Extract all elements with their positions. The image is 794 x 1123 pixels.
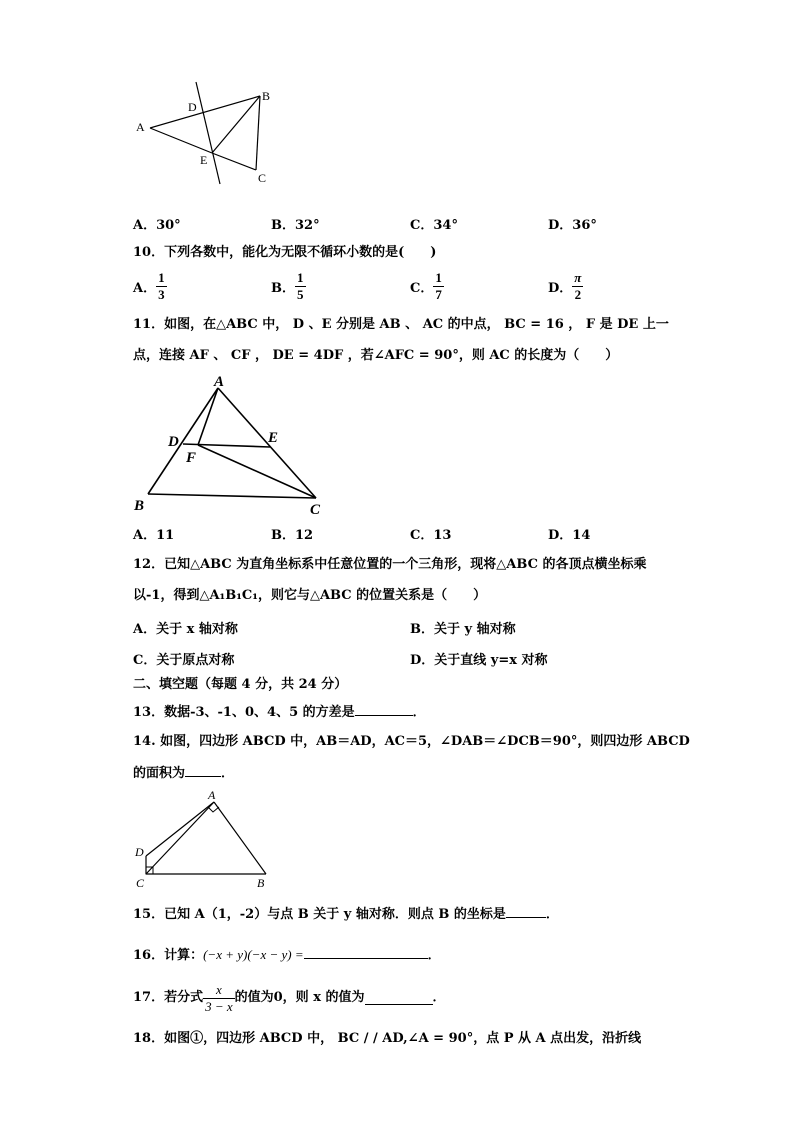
- q11-option-c[interactable]: C．13: [410, 528, 452, 543]
- q9-figure: [130, 78, 300, 188]
- q11-label-b: B: [134, 498, 145, 514]
- q9-label-b: B: [262, 89, 271, 103]
- q11-line-1: 11．如图，在△ABC 中， D 、E 分别是 AB 、 AC 的中点， BC = 16 ， F 是 DE 上一: [133, 317, 669, 332]
- q11-line-2: 点，连接 AF 、 CF ， DE = 4DF ，若∠AFC = 90°，则 AC 的长度为（ ）: [133, 348, 619, 363]
- q12-line-2: 以-1，得到△A₁B₁C₁，则它与△ABC 的位置关系是（ ）: [133, 588, 487, 603]
- q14-line-1: 14. 如图，四边形 ABCD 中，AB＝AD，AC＝5，∠DAB＝∠DCB＝90°，则四边形 ABCD: [133, 734, 690, 749]
- q10-stem: 10．下列各数中，能化为无限不循环小数的是( ): [133, 245, 437, 260]
- q11-label-e: E: [268, 430, 279, 446]
- q14-label-d: D: [135, 845, 144, 859]
- q13-answer-blank[interactable]: [355, 703, 413, 716]
- q10-option-d[interactable]: D． $\frac{\pi}{2}$: [548, 270, 582, 302]
- q11-label-f: F: [186, 450, 197, 466]
- q9-option-d[interactable]: D．36°: [548, 218, 597, 233]
- q10-option-b[interactable]: B． $\frac{1}{5}$: [271, 270, 304, 302]
- q11-option-b[interactable]: B．12: [271, 528, 314, 543]
- q17-answer-blank[interactable]: [365, 992, 433, 1005]
- q14-line-2: 的面积为 ．: [133, 766, 235, 781]
- q12-option-d[interactable]: D．关于直线 y=x 对称: [410, 653, 548, 668]
- q15-answer-blank[interactable]: [506, 905, 546, 918]
- q11-label-c: C: [310, 502, 321, 516]
- q9-option-c[interactable]: C．34°: [410, 218, 458, 233]
- q14-label-c: C: [136, 876, 145, 890]
- q13: 13．数据-3、-1、0、4、5 的方差是 ．: [133, 705, 426, 720]
- q9-option-a[interactable]: A．30°: [133, 218, 181, 233]
- q12-option-b[interactable]: B．关于 y 轴对称: [410, 622, 516, 637]
- q10-option-a[interactable]: A． $\frac{1}{3}$: [133, 270, 165, 302]
- q9-label-e: E: [200, 153, 208, 167]
- q14-label-a: A: [208, 788, 216, 802]
- q14-answer-blank[interactable]: [185, 764, 221, 777]
- q9-option-b[interactable]: B．32°: [271, 218, 320, 233]
- q9-label-d: D: [188, 100, 197, 114]
- q17: 17．若分式 $\frac{x}{3 - x}$ 的值为0，则 x 的值为 ．: [133, 981, 446, 1014]
- q16-answer-blank[interactable]: [304, 946, 428, 959]
- q14-figure: [130, 786, 275, 892]
- q12-option-c[interactable]: C．关于原点对称: [133, 653, 235, 668]
- q9-label-c: C: [258, 171, 267, 185]
- q15: 15．已知 A（1，-2）与点 B 关于 y 轴对称．则点 B 的坐标是 ．: [133, 907, 559, 922]
- q11-label-a: A: [214, 374, 225, 390]
- q11-option-d[interactable]: D．14: [548, 528, 591, 543]
- q12-option-a[interactable]: A．关于 x 轴对称: [133, 622, 238, 637]
- q11-option-a[interactable]: A．11: [133, 528, 175, 543]
- section-heading: 二、填空题（每题 4 分，共 24 分）: [133, 677, 348, 692]
- q11-label-d: D: [168, 434, 179, 450]
- q9-label-a: A: [136, 120, 145, 134]
- q14-label-b: B: [257, 876, 265, 890]
- q11-figure: [130, 374, 330, 516]
- q10-option-c[interactable]: C． $\frac{1}{7}$: [410, 270, 442, 302]
- q18: 18．如图①，四边形 ABCD 中， BC / / AD,∠A = 90°，点 P 从 A 点出发，沿折线: [133, 1031, 642, 1046]
- q16: 16．计算：(−x + y)(−x − y) = ．: [133, 947, 441, 963]
- q12-line-1: 12．已知△ABC 为直角坐标系中任意位置的一个三角形，现将△ABC 的各顶点横坐标乘: [133, 557, 647, 572]
